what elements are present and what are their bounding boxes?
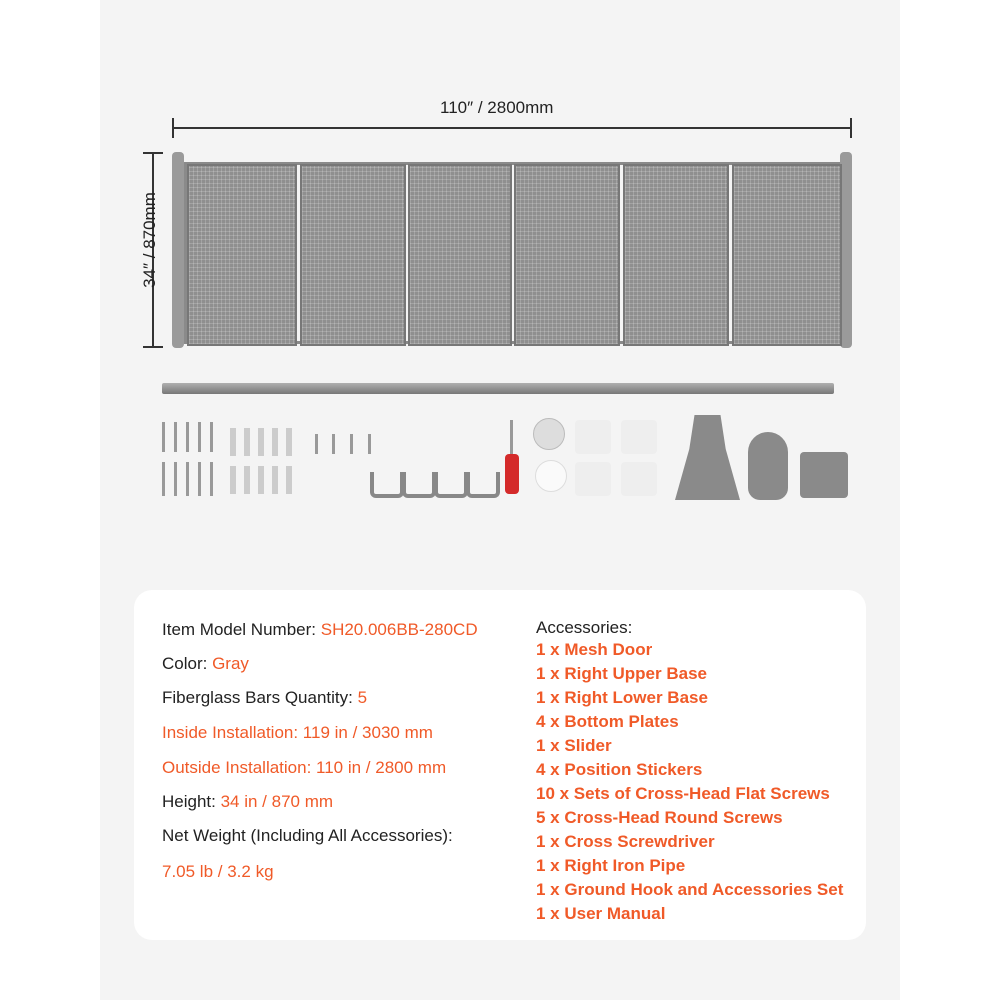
color: Color: Gray [162, 654, 249, 673]
width-dimension [172, 118, 852, 138]
fiberglass-bars: Fiberglass Bars Quantity: 5 [162, 688, 368, 707]
accessory-item: 4 x Bottom Plates [536, 712, 679, 731]
accessory-item: 1 x Ground Hook and Accessories Set [536, 880, 844, 899]
screws-image [160, 420, 300, 505]
ground-hook-image [800, 452, 848, 498]
accessories-title: Accessories: [536, 618, 633, 637]
inside-installation: Inside Installation: 119 in / 3030 mm [162, 723, 433, 742]
accessory-item: 5 x Cross-Head Round Screws [536, 808, 783, 827]
height: Height: 34 in / 870 mm [162, 792, 334, 811]
outside-installation: Outside Installation: 110 in / 2800 mm [162, 758, 447, 777]
accessory-item: 1 x Slider [536, 736, 612, 755]
accessory-item: 1 x Right Lower Base [536, 688, 708, 707]
net-weight: 7.05 lb / 3.2 kg [162, 862, 274, 881]
lower-base-image [748, 432, 788, 500]
iron-pipe-image [162, 383, 834, 394]
accessory-item: 1 x Cross Screwdriver [536, 832, 715, 851]
slider-image [533, 418, 565, 450]
width-label: 110″ / 2800mm [440, 98, 554, 117]
accessory-item: 10 x Sets of Cross-Head Flat Screws [536, 784, 830, 803]
screwdriver-image [503, 420, 521, 495]
accessory-item: 1 x Mesh Door [536, 640, 653, 659]
mesh-gate-image [172, 152, 852, 348]
position-stickers-image [535, 460, 567, 492]
accessories-list [536, 618, 843, 926]
accessory-item: 1 x Right Iron Pipe [536, 856, 686, 875]
specs-card [134, 590, 866, 940]
bottom-plates-image [310, 420, 495, 505]
net-weight-label: Net Weight (Including All Accessories): [162, 826, 453, 845]
stickers-image [575, 420, 660, 498]
accessory-item: 1 x Right Upper Base [536, 664, 707, 683]
accessory-item: 1 x User Manual [536, 904, 666, 923]
accessory-item: 4 x Position Stickers [536, 760, 703, 779]
model-number: Item Model Number: SH20.006BB-280CD [162, 620, 478, 639]
height-label: 34″ / 870mm [140, 192, 159, 288]
